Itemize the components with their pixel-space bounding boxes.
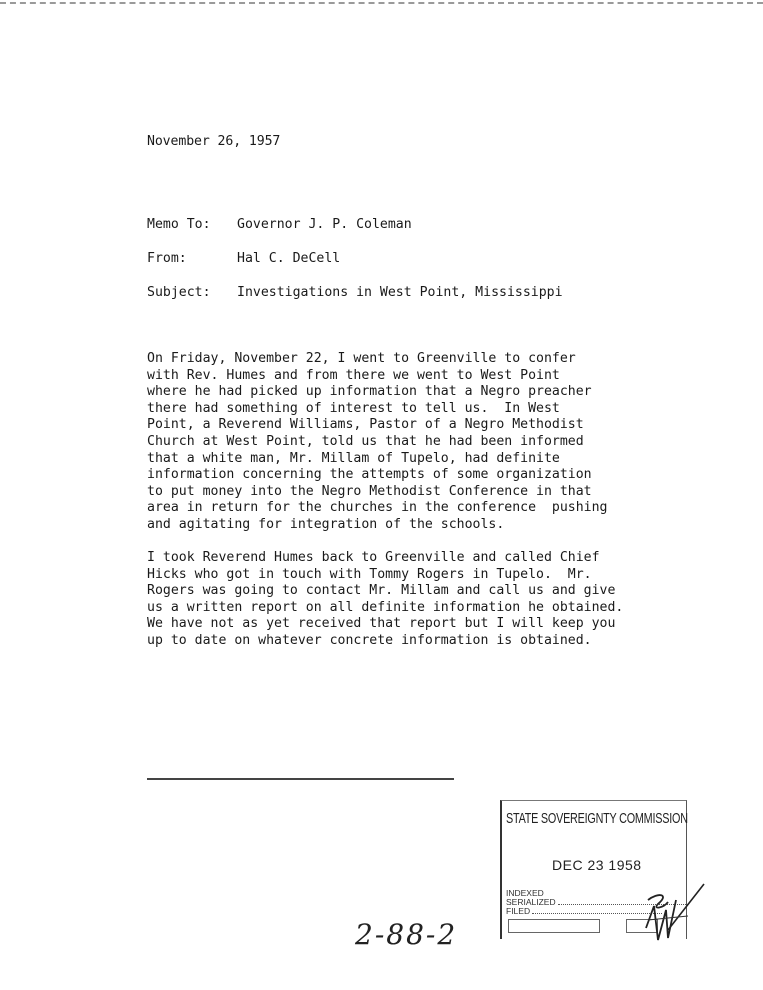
handwritten-initials-icon [618, 870, 708, 950]
paragraph-line: us a written report on all definite information he obtained. [147, 599, 624, 615]
memo-paragraph-2 [147, 550, 623, 650]
top-border-rule [0, 2, 763, 4]
memo-date: November 26, 1957 [147, 134, 281, 149]
paragraph-line: with Rev. Humes and from there we went to West Point [147, 367, 560, 383]
stamp-title: STATE SOVEREIGNTY COMMISSION [506, 810, 688, 827]
paragraph-line: area in return for the churches in the conference pushing [147, 500, 608, 516]
handwritten-file-number: 2-88-2 [355, 918, 458, 951]
memo-to-row [147, 217, 412, 233]
paragraph-line: We have not as yet received that report but I will keep you [147, 616, 616, 632]
paragraph-line: I took Reverend Humes back to Greenville and called Chief [147, 550, 600, 565]
paragraph-line: that a white man, Mr. Millam of Tupelo, had definite [147, 450, 560, 466]
memo-from-label: From: [147, 251, 187, 266]
paragraph-line: and agitating for integration of the schools. [147, 516, 505, 532]
paragraph-line: Rogers was going to contact Mr. Millam and call us and give [147, 583, 616, 599]
paragraph-line: Point, a Reverend Williams, Pastor of a Negro Methodist [147, 417, 584, 433]
paragraph-line: there had something of interest to tell us. In West [147, 400, 560, 416]
memo-subject-value: Investigations in West Point, Mississippi [237, 285, 563, 300]
paragraph-line: On Friday, November 22, I went to Greenville to confer [147, 351, 576, 366]
memo-to-value: Governor J. P. Coleman [237, 217, 412, 232]
stamp-indexed-label: INDEXED [506, 888, 544, 898]
paragraph-line: up to date on whatever concrete information is obtained. [147, 632, 592, 648]
memo-paragraph-1 [147, 351, 608, 534]
paragraph-line: where he had picked up information that a Negro preacher [147, 384, 592, 400]
memo-subject-row [147, 285, 563, 301]
memo-subject-label: Subject: [147, 285, 211, 300]
stamp-box [508, 919, 600, 933]
signature-line [147, 778, 454, 780]
paragraph-line: Hicks who got in touch with Tommy Rogers in Tupelo. Mr. [147, 566, 592, 582]
stamp-date: DEC 23 1958 [552, 857, 642, 873]
paragraph-line: information concerning the attempts of some organization [147, 467, 592, 483]
paragraph-line: to put money into the Negro Methodist Conference in that [147, 483, 592, 499]
paragraph-line: Church at West Point, told us that he had been informed [147, 433, 584, 449]
stamp-serialized-label: SERIALIZED [506, 897, 556, 907]
memo-from-row [147, 251, 340, 267]
stamp-filed-label: FILED [506, 906, 531, 916]
memo-from-value: Hal C. DeCell [237, 251, 341, 266]
memo-to-label: Memo To: [147, 217, 211, 232]
